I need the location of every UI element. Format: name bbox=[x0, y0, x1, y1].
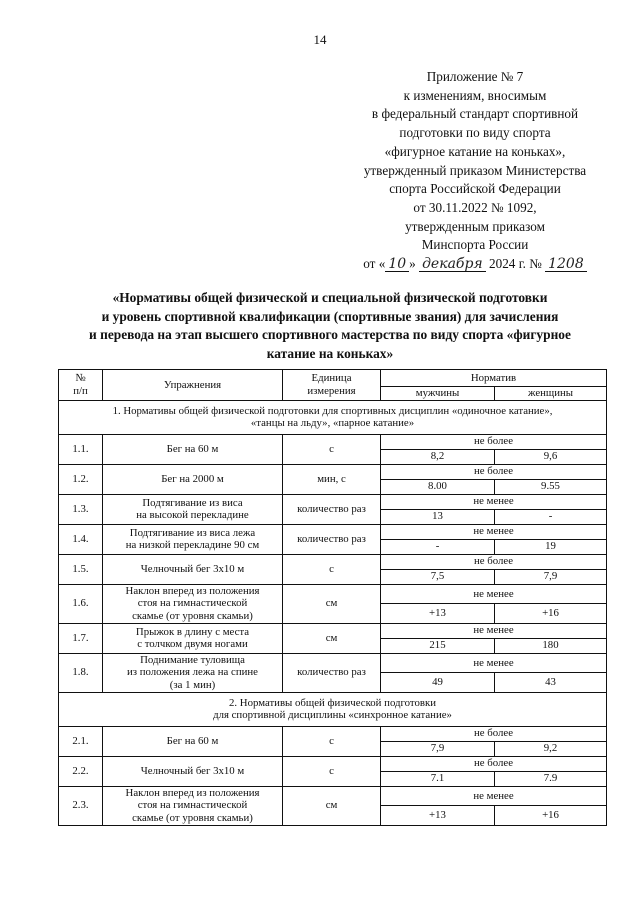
section-title-line: 1. Нормативы общей физической подготовки для спортивных дисциплин «одиночное катание», bbox=[112, 404, 553, 417]
exercise-line: Бег на 2000 м bbox=[161, 472, 224, 485]
title-line: и уровень спортивной квалификации (спортивные звания) для зачисления bbox=[101, 308, 559, 324]
exercise-line: с толчком двумя ногами bbox=[137, 638, 248, 650]
appendix-line: Минспорта России bbox=[421, 237, 529, 253]
title-line: «Нормативы общей физической и специальной физической подготовки bbox=[112, 290, 548, 305]
row-number: 2.1. bbox=[59, 726, 103, 756]
exercise-line: Поднимание туловища bbox=[140, 653, 245, 666]
exercise-line: Наклон вперед из положения bbox=[125, 786, 260, 799]
signature-number: 1208 bbox=[545, 257, 587, 272]
section-title bbox=[59, 400, 607, 434]
table-row bbox=[59, 623, 607, 638]
men-value: +13 bbox=[381, 604, 495, 624]
unit-cell: с bbox=[283, 726, 381, 756]
exercise-line: скамье (от уровня скамьи) bbox=[132, 609, 253, 622]
women-value: +16 bbox=[495, 604, 607, 624]
appendix-block bbox=[340, 68, 610, 274]
exercise-name bbox=[103, 554, 283, 584]
men-value: +13 bbox=[381, 806, 495, 826]
signature-day: 10 bbox=[385, 257, 409, 272]
exercise-line: (за 1 мин) bbox=[169, 678, 216, 691]
table-row bbox=[59, 726, 607, 741]
appendix-line: спорта Российской Федерации bbox=[389, 181, 561, 197]
signature-line bbox=[340, 255, 610, 274]
signature-prefix: от « bbox=[363, 256, 386, 272]
table-row bbox=[59, 786, 607, 806]
header-exercise: Упражнения bbox=[103, 370, 283, 401]
signature-mid: » bbox=[409, 256, 416, 272]
exercise-line: Наклон вперед из положения bbox=[125, 584, 260, 597]
condition-cell: не менее bbox=[381, 494, 607, 509]
title-line: и перевода на этап высшего спортивного мастерства по виду спорта «фигурное bbox=[89, 327, 571, 342]
row-number: 1.3. bbox=[59, 494, 103, 524]
condition-cell: не более bbox=[381, 434, 607, 449]
unit-cell: с bbox=[283, 434, 381, 464]
table-row bbox=[59, 494, 607, 509]
exercise-line: на высокой перекладине bbox=[136, 509, 249, 521]
women-value: 180 bbox=[495, 638, 607, 653]
row-number: 2.2. bbox=[59, 756, 103, 786]
exercise-line: скамье (от уровня скамьи) bbox=[132, 811, 253, 824]
condition-cell: не менее bbox=[381, 623, 607, 638]
men-value: 215 bbox=[381, 638, 495, 653]
exercise-name bbox=[103, 786, 283, 825]
section-title bbox=[59, 692, 607, 726]
appendix-line: от 30.11.2022 № 1092, bbox=[413, 199, 537, 215]
table-row bbox=[59, 434, 607, 449]
exercise-line: Бег на 60 м bbox=[166, 734, 219, 747]
appendix-line: подготовки по виду спорта bbox=[399, 125, 551, 141]
norms-table bbox=[58, 369, 607, 826]
header-unit: Единица измерения bbox=[283, 370, 381, 401]
exercise-name bbox=[103, 623, 283, 653]
row-number: 1.2. bbox=[59, 464, 103, 494]
unit-cell: мин, с bbox=[283, 464, 381, 494]
women-value: 43 bbox=[495, 673, 607, 693]
condition-cell: не менее bbox=[381, 524, 607, 539]
exercise-line: Подтягивание из виса bbox=[142, 496, 243, 509]
title-line: катание на коньках» bbox=[266, 345, 394, 361]
condition-cell: не более bbox=[381, 726, 607, 741]
section-header-row bbox=[59, 692, 607, 726]
row-number: 1.7. bbox=[59, 623, 103, 653]
condition-cell: не более bbox=[381, 554, 607, 569]
appendix-line: Приложение № 7 bbox=[426, 69, 524, 84]
unit-cell: см bbox=[283, 584, 381, 623]
exercise-name bbox=[103, 494, 283, 524]
women-value: +16 bbox=[495, 806, 607, 826]
row-number: 1.8. bbox=[59, 653, 103, 692]
signature-year: 2024 г. № bbox=[489, 256, 542, 272]
exercise-line: из положения лежа на спине bbox=[127, 666, 258, 679]
exercise-line: на низкой перекладине 90 см bbox=[125, 539, 260, 551]
row-number: 1.6. bbox=[59, 584, 103, 623]
exercise-line: Челночный бег 3х10 м bbox=[140, 562, 245, 575]
page-number: 14 bbox=[313, 32, 327, 47]
unit-cell: см bbox=[283, 623, 381, 653]
unit-cell: количество раз bbox=[283, 494, 381, 524]
appendix-line: утвержденный приказом Министерства bbox=[363, 162, 587, 178]
table-row bbox=[59, 584, 607, 604]
condition-cell: не менее bbox=[381, 584, 607, 604]
section-title-line: для спортивной дисциплины «синхронное катание» bbox=[213, 709, 452, 721]
exercise-name bbox=[103, 434, 283, 464]
women-value: 9.55 bbox=[495, 479, 607, 494]
table-row bbox=[59, 756, 607, 771]
section-title-line: 2. Нормативы общей физической подготовки bbox=[228, 696, 437, 709]
women-value: 19 bbox=[495, 539, 607, 554]
appendix-line: к изменениям, вносимым bbox=[403, 87, 547, 103]
condition-cell: не менее bbox=[381, 786, 607, 806]
exercise-name bbox=[103, 653, 283, 692]
document-title bbox=[40, 289, 620, 363]
exercise-name bbox=[103, 756, 283, 786]
unit-cell: количество раз bbox=[283, 524, 381, 554]
exercise-line: Челночный бег 3х10 м bbox=[140, 764, 245, 777]
women-value: 7.9 bbox=[495, 771, 607, 786]
header-men: мужчины bbox=[381, 387, 495, 401]
men-value: 49 bbox=[381, 673, 495, 693]
header-num: № п/п bbox=[59, 370, 103, 401]
unit-cell: см bbox=[283, 786, 381, 825]
row-number: 1.4. bbox=[59, 524, 103, 554]
appendix-line: утвержденным приказом bbox=[405, 218, 545, 234]
men-value: 7,5 bbox=[381, 569, 495, 584]
unit-cell: с bbox=[283, 554, 381, 584]
table-row bbox=[59, 464, 607, 479]
row-number: 2.3. bbox=[59, 786, 103, 825]
signature-month: декабря bbox=[419, 257, 486, 272]
table-row bbox=[59, 554, 607, 569]
appendix-line: «фигурное катание на коньках», bbox=[384, 143, 566, 159]
women-value: 7,9 bbox=[495, 569, 607, 584]
header-norm: Норматив bbox=[381, 370, 607, 387]
section-header-row bbox=[59, 400, 607, 434]
condition-cell: не менее bbox=[381, 653, 607, 673]
men-value: 7,9 bbox=[381, 741, 495, 756]
exercise-name bbox=[103, 464, 283, 494]
men-value: 7.1 bbox=[381, 771, 495, 786]
exercise-line: Подтягивание из виса лежа bbox=[129, 526, 256, 539]
row-number: 1.5. bbox=[59, 554, 103, 584]
men-value: 8,2 bbox=[381, 449, 495, 464]
women-value: 9,2 bbox=[495, 741, 607, 756]
condition-cell: не более bbox=[381, 464, 607, 479]
table-row bbox=[59, 653, 607, 673]
exercise-line: стоя на гимнастической bbox=[137, 597, 248, 610]
men-value: 13 bbox=[381, 509, 495, 524]
exercise-name bbox=[103, 524, 283, 554]
unit-cell: с bbox=[283, 756, 381, 786]
appendix-line: в федеральный стандарт спортивной bbox=[371, 106, 579, 122]
men-value: 8.00 bbox=[381, 479, 495, 494]
unit-cell: количество раз bbox=[283, 653, 381, 692]
exercise-line: стоя на гимнастической bbox=[137, 799, 248, 812]
exercise-name bbox=[103, 584, 283, 623]
condition-cell: не более bbox=[381, 756, 607, 771]
exercise-name bbox=[103, 726, 283, 756]
row-number: 1.1. bbox=[59, 434, 103, 464]
exercise-line: Бег на 60 м bbox=[166, 442, 219, 455]
table-row bbox=[59, 524, 607, 539]
women-value: 9,6 bbox=[495, 449, 607, 464]
women-value: - bbox=[495, 509, 607, 524]
exercise-line: Прыжок в длину с места bbox=[135, 625, 250, 638]
header-women: женщины bbox=[495, 387, 607, 401]
men-value: - bbox=[381, 539, 495, 554]
section-title-line: «танцы на льду», «парное катание» bbox=[250, 417, 415, 429]
